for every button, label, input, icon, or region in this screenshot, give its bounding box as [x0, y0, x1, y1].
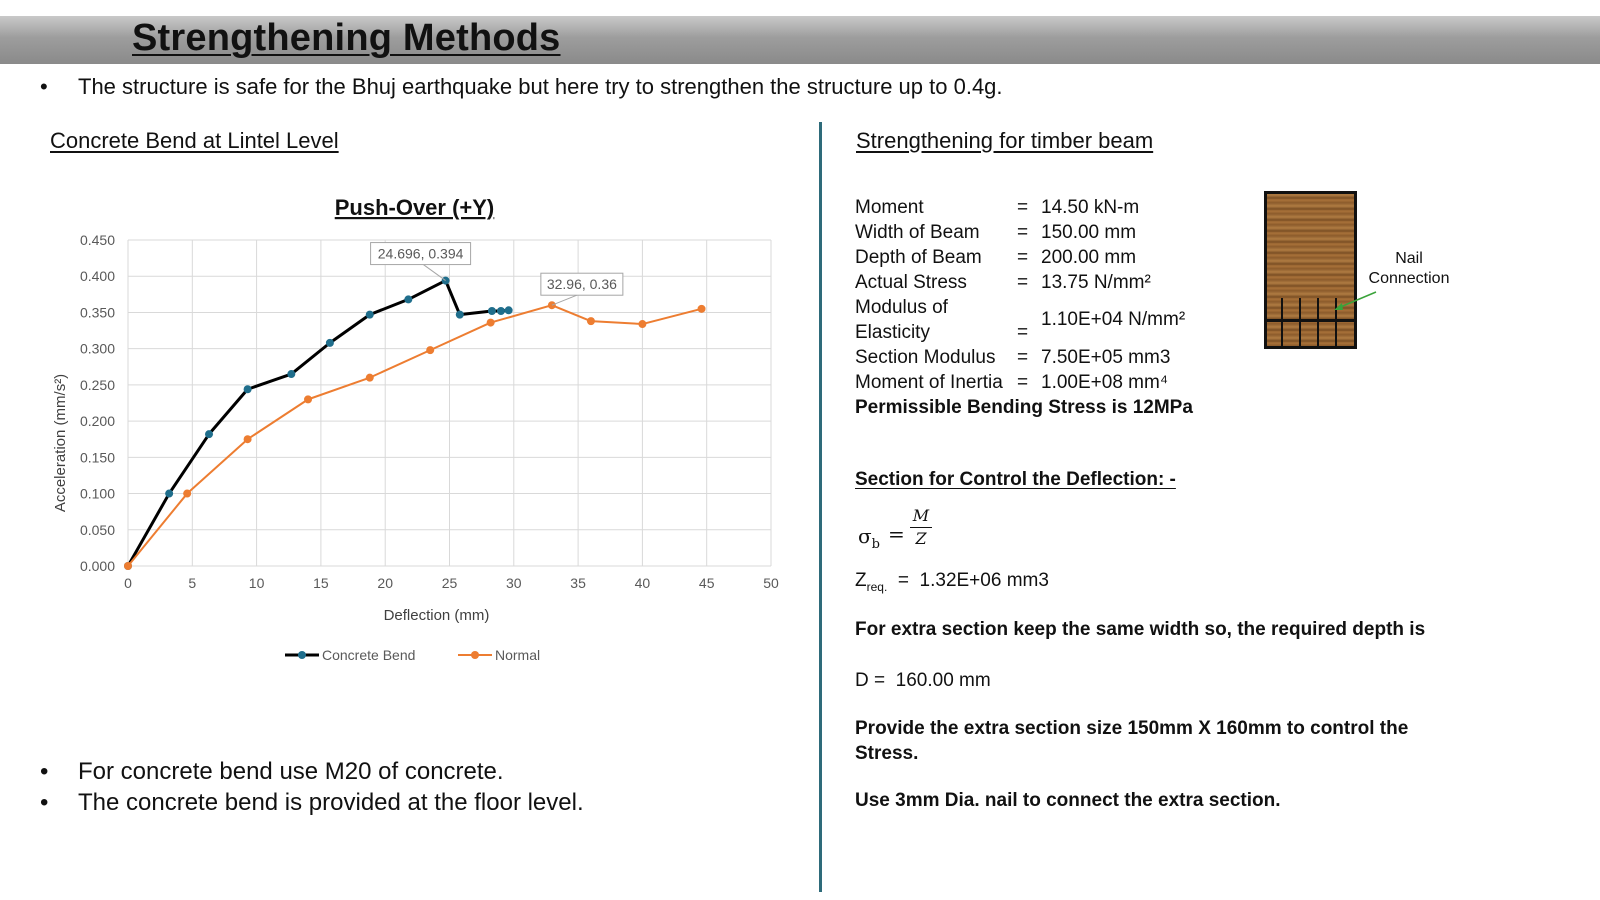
formula-numerator: M — [912, 506, 930, 525]
y-tick-label: 0.450 — [79, 232, 115, 248]
z-sub: req. — [866, 579, 888, 594]
right-section-heading: Strengthening for timber beam — [856, 128, 1154, 153]
nail-icon — [1299, 298, 1301, 348]
property-value: 13.75 N/mm² — [1041, 272, 1151, 293]
nail-icon — [1317, 298, 1319, 348]
property-value: 7.50E+05 mm3 — [1041, 347, 1171, 368]
property-label: Depth of Beam — [855, 247, 982, 268]
data-point — [366, 311, 374, 319]
data-point — [244, 435, 252, 443]
y-axis-label: Acceleration (mm/s²) — [52, 373, 69, 513]
property-eq: = — [1017, 272, 1029, 293]
z-eq: = — [897, 570, 909, 591]
y-tick-label: 0.050 — [79, 521, 115, 538]
property-row — [855, 295, 1193, 345]
y-tick-label: 0.200 — [79, 413, 115, 430]
nail-connection-label: Nail Connection — [1368, 250, 1450, 287]
property-label: Moment — [855, 197, 924, 218]
x-tick-label: 45 — [698, 575, 715, 591]
deflection-heading: Section for Control the Deflection: - — [855, 469, 1176, 490]
formula-fraction — [910, 506, 932, 549]
x-tick-label: 50 — [763, 575, 779, 591]
fraction-bar — [910, 527, 932, 528]
data-point — [287, 370, 295, 378]
timber-beam-section-icon — [1264, 191, 1357, 349]
data-point — [488, 307, 496, 315]
legend-marker — [298, 651, 306, 659]
x-tick-label: 20 — [377, 575, 393, 591]
property-eq: = — [1017, 347, 1029, 368]
x-tick-label: 5 — [188, 575, 197, 591]
property-row — [855, 370, 1193, 395]
data-point — [244, 385, 252, 393]
series-line-concrete-bend — [128, 281, 509, 566]
property-row — [855, 245, 1193, 270]
beam-properties — [855, 195, 1193, 420]
x-tick-label: 40 — [634, 575, 651, 591]
y-tick-label: 0.150 — [79, 449, 115, 466]
list-item — [40, 787, 584, 818]
z-symbol: Z — [855, 570, 867, 591]
property-eq: = — [1017, 222, 1029, 243]
callout-leader — [421, 263, 446, 281]
data-point — [165, 490, 173, 498]
formula-sigma: σ — [858, 524, 872, 548]
data-point — [326, 339, 334, 347]
property-eq: = — [1017, 372, 1029, 393]
data-point — [366, 374, 374, 382]
x-tick-label: 10 — [248, 575, 265, 591]
z-value: 1.32E+06 mm3 — [919, 570, 1049, 591]
z-required — [855, 570, 1049, 594]
property-label: Section Modulus — [855, 347, 996, 368]
data-point — [497, 307, 505, 315]
formula-equals: = — [888, 522, 905, 546]
property-label: Width of Beam — [855, 222, 980, 243]
formula-lhs — [858, 524, 880, 552]
x-tick-label: 15 — [313, 575, 329, 591]
property-eq: = — [1017, 197, 1029, 218]
page-title: Strengthening Methods — [132, 17, 561, 59]
nail-icon — [1281, 298, 1283, 348]
data-point — [426, 346, 434, 354]
x-tick-label: 25 — [441, 575, 458, 591]
required-depth: D = 160.00 mm — [855, 670, 991, 691]
data-point — [124, 562, 132, 570]
property-eq: = — [1017, 322, 1029, 343]
legend-label: Normal — [495, 647, 541, 663]
property-row — [855, 220, 1193, 245]
y-tick-label: 0.000 — [79, 558, 115, 574]
data-point — [505, 306, 513, 314]
intro-bullet — [40, 72, 1003, 102]
data-point — [638, 320, 646, 328]
pushover-chart — [40, 165, 800, 705]
permissible-stress: Permissible Bending Stress is 12MPa — [855, 397, 1193, 418]
formula-sub: b — [871, 537, 880, 552]
x-tick-label: 35 — [570, 575, 586, 591]
property-value: 200.00 mm — [1041, 247, 1137, 268]
list-item — [40, 756, 584, 787]
extra-section-text: For extra section keep the same width so, the required depth is — [855, 619, 1426, 640]
data-point — [205, 430, 213, 438]
left-bullets — [40, 756, 584, 818]
data-point — [404, 295, 412, 303]
title-bar — [0, 16, 1600, 64]
property-value: 14.50 kN-m — [1041, 197, 1140, 218]
left-section-heading: Concrete Bend at Lintel Level — [50, 128, 339, 153]
y-tick-label: 0.100 — [79, 485, 115, 502]
y-tick-label: 0.400 — [79, 268, 115, 285]
property-value: 1.10E+04 N/mm² — [1041, 309, 1186, 330]
data-point — [304, 395, 312, 403]
bullet-icon: • — [40, 74, 48, 99]
x-tick-label: 30 — [506, 575, 522, 591]
data-label: 24.696, 0.394 — [377, 245, 464, 262]
x-tick-label: 0 — [124, 575, 132, 591]
data-point — [698, 305, 706, 313]
legend-marker — [471, 651, 479, 659]
formula-denominator: Z — [915, 529, 927, 548]
data-point — [456, 311, 464, 319]
bullet-text: The concrete bend is provided at the floor level. — [78, 789, 584, 816]
pointer-arrow-icon — [1330, 290, 1380, 314]
property-eq: = — [1017, 247, 1029, 268]
legend-label: Concrete Bend — [322, 647, 416, 663]
property-row — [855, 345, 1193, 370]
chart-title: Push-Over (+Y) — [334, 195, 495, 220]
property-value: 150.00 mm — [1041, 222, 1137, 243]
x-axis-label: Deflection (mm) — [383, 607, 490, 624]
y-tick-label: 0.350 — [79, 304, 115, 321]
property-label: Modulus of Elasticity — [855, 297, 948, 343]
nail-text: Use 3mm Dia. nail to connect the extra section. — [855, 790, 1281, 811]
bullet-text: For concrete bend use M20 of concrete. — [78, 758, 504, 785]
vertical-divider — [819, 122, 822, 892]
data-label: 32.96, 0.36 — [546, 276, 617, 293]
provide-section-text: Provide the extra section size 150mm X 160mm to control the Stress. — [855, 718, 1409, 764]
data-point — [487, 319, 495, 327]
series-line-normal — [128, 305, 702, 566]
y-tick-label: 0.300 — [79, 340, 115, 357]
property-row — [855, 195, 1193, 220]
property-label: Actual Stress — [855, 272, 967, 293]
data-point — [183, 490, 191, 498]
property-label: Moment of Inertia — [855, 372, 1003, 393]
bullet-icon: • — [40, 789, 49, 816]
property-row — [855, 270, 1193, 295]
bullet-icon: • — [40, 758, 49, 785]
property-value: 1.00E+08 mm⁴ — [1041, 372, 1168, 393]
intro-text: The structure is safe for the Bhuj earthquake but here try to strengthen the structure up to 0.4g. — [78, 74, 1003, 99]
y-tick-label: 0.250 — [79, 376, 115, 393]
data-point — [587, 317, 595, 325]
